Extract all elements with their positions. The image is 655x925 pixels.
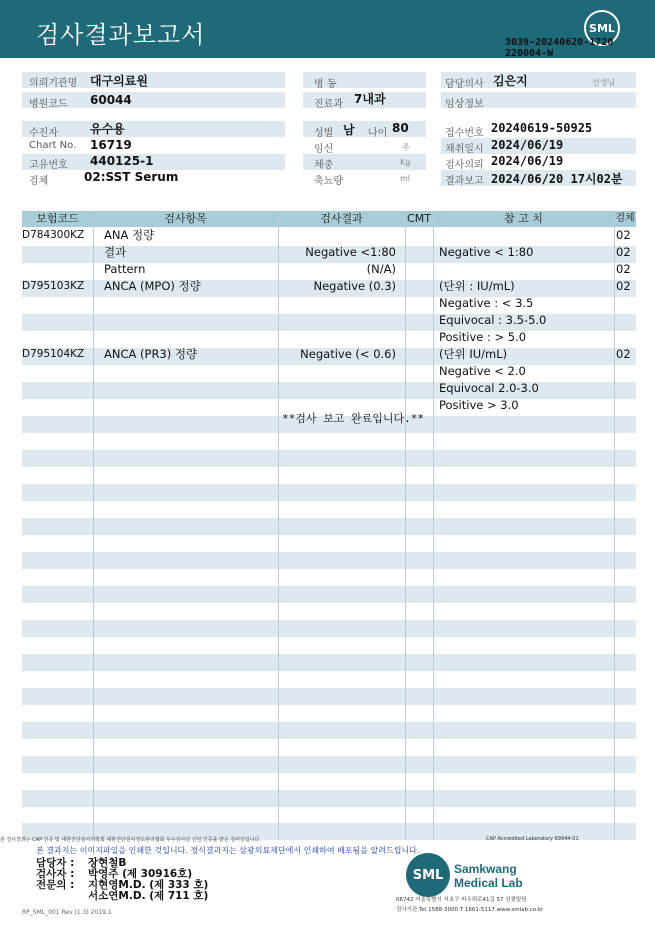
row-reference: Positive > 3.0 bbox=[439, 398, 519, 412]
sml-logo-icon: SML bbox=[584, 10, 620, 46]
row-band bbox=[22, 484, 636, 501]
examiner-label: 검사자 : bbox=[36, 868, 75, 880]
row-item: 결과 bbox=[104, 245, 127, 259]
column-divider bbox=[614, 211, 615, 840]
row-specimen: 02 bbox=[616, 347, 631, 361]
info-bar bbox=[22, 121, 285, 137]
row-result: Negative (0.3) bbox=[313, 279, 396, 293]
receipt-label: 접수번호 bbox=[445, 128, 484, 139]
age-value: 80 bbox=[392, 121, 409, 135]
doctor-value: 김은지 bbox=[493, 74, 528, 88]
brand-line2: Medical Lab bbox=[454, 876, 523, 890]
row-reference: (단위 : IU/mL) bbox=[439, 279, 515, 293]
dept-value: 7내과 bbox=[354, 92, 386, 106]
hospital-code-label: 병원코드 bbox=[29, 99, 68, 110]
row-code: D795103KZ bbox=[22, 280, 85, 292]
sex-value: 남 bbox=[343, 123, 355, 137]
row-reference: Negative : < 3.5 bbox=[439, 296, 534, 310]
row-reference: Equivocal 2.0-3.0 bbox=[439, 381, 539, 395]
request-label: 검사의뢰 bbox=[445, 160, 484, 171]
row-band bbox=[22, 756, 636, 773]
row-band bbox=[22, 450, 636, 467]
column-divider bbox=[433, 211, 434, 840]
urine-label: 축뇨량 bbox=[314, 176, 343, 187]
row-band bbox=[22, 688, 636, 705]
id-value: 440125-1 bbox=[90, 154, 154, 168]
col-header-result: 검사결과 bbox=[320, 212, 363, 225]
row-reference: (단위 IU/mL) bbox=[439, 347, 508, 361]
examiner-value: 박영주 (제 30916호) bbox=[88, 868, 193, 880]
row-specimen: 02 bbox=[616, 262, 631, 276]
row-result: (N/A) bbox=[366, 262, 396, 276]
specialist-2: 서소연M.D. (제 711 호) bbox=[88, 890, 209, 902]
specimen-label: 검체 bbox=[29, 176, 49, 187]
doctor-label: 담당의사 bbox=[445, 79, 484, 90]
row-reference: Negative < 2.0 bbox=[439, 364, 526, 378]
row-reference: Positive : > 5.0 bbox=[439, 330, 527, 344]
sex-label: 성별 bbox=[314, 128, 334, 139]
certification-fineprint: 본 검사결과는 CAP 인증 및 대한진단검사의학회 대한진단검사정도관리협회 우수검사실 신임 인증을 받은 검사실입니다. bbox=[0, 837, 261, 843]
row-reference: Equivocal : 3.5-5.0 bbox=[439, 313, 547, 327]
row-item: ANCA (MPO) 정량 bbox=[104, 279, 201, 293]
report-label: 결과보고 bbox=[445, 176, 484, 187]
patient-value: 유수용 bbox=[90, 122, 125, 136]
row-reference: Negative < 1:80 bbox=[439, 245, 534, 259]
col-header-code: 보험코드 bbox=[36, 212, 79, 225]
row-code: D795104KZ bbox=[22, 348, 85, 360]
report-complete-note: **검사 보고 완료입니다.** bbox=[282, 412, 424, 425]
institution-value: 대구의료원 bbox=[90, 74, 148, 88]
id-label: 고유번호 bbox=[29, 160, 68, 171]
pregnancy-unit: 주 bbox=[402, 143, 410, 152]
age-label: 나이 bbox=[368, 128, 388, 139]
request-value: 2024/06/19 bbox=[491, 154, 564, 168]
col-header-item: 검사항목 bbox=[164, 212, 207, 225]
doctor-suffix: 선생님 bbox=[592, 78, 616, 87]
specimen-value: 02:SST Serum bbox=[84, 170, 179, 184]
report-header bbox=[0, 0, 655, 58]
row-specimen: 02 bbox=[616, 245, 631, 259]
sml-footer-logo-icon: SML bbox=[406, 853, 450, 897]
clinical-label: 임상정보 bbox=[445, 99, 484, 110]
chart-no-value: 16719 bbox=[90, 138, 132, 152]
column-divider bbox=[93, 211, 94, 840]
row-result: Negative (< 0.6) bbox=[300, 347, 396, 361]
specialist-1: 지현영M.D. (제 333 호) bbox=[88, 879, 209, 891]
col-header-reference: 참 고 치 bbox=[504, 212, 543, 225]
receipt-value: 20240619-50925 bbox=[491, 121, 593, 135]
row-band bbox=[22, 552, 636, 569]
brand-line1: Samkwang bbox=[454, 862, 517, 876]
weight-unit: Kg bbox=[400, 158, 411, 167]
col-header-cmt: CMT bbox=[407, 212, 431, 225]
row-band bbox=[22, 654, 636, 671]
hospital-code-value: 60044 bbox=[90, 93, 132, 107]
row-item: ANCA (PR3) 정량 bbox=[104, 347, 198, 361]
specialist-label: 전문의 : bbox=[36, 879, 75, 891]
institution-label: 의뢰기관명 bbox=[29, 78, 78, 89]
patient-label: 수진자 bbox=[29, 128, 58, 139]
row-item: Pattern bbox=[104, 262, 146, 276]
row-band bbox=[22, 620, 636, 637]
row-band bbox=[22, 518, 636, 535]
row-result: Negative <1:80 bbox=[305, 245, 396, 259]
collect-label: 채취일시 bbox=[445, 144, 484, 155]
report-title: 검사결과보고서 bbox=[36, 21, 206, 49]
ward-label: 병 동 bbox=[314, 79, 337, 90]
collect-value: 2024/06/19 bbox=[491, 138, 564, 152]
row-code: D784300KZ bbox=[22, 229, 85, 241]
row-specimen: 02 bbox=[616, 228, 631, 242]
row-specimen: 02 bbox=[616, 279, 631, 293]
dept-label: 진료과 bbox=[314, 99, 343, 110]
print-notice: 본 결과지는 이미지파일을 인쇄한 것입니다. 정식결과지는 삼광의료재단에서 인쇄하여 배포됨을 알려드립니다. bbox=[36, 846, 420, 855]
lab-address: 06742 서울특별시 서초구 바우뫼로41길 57 삼광빌딩 bbox=[396, 897, 527, 903]
staff-label: 담당자 : bbox=[36, 857, 75, 869]
weight-label: 체중 bbox=[314, 160, 334, 171]
report-code-line1: 3039-20240620-1720 bbox=[505, 37, 614, 48]
urine-unit: ml bbox=[400, 174, 411, 183]
cap-fineprint: CAP Accredited Laboratory 69944-01 bbox=[486, 836, 579, 842]
row-band bbox=[22, 790, 636, 807]
pregnancy-label: 임신 bbox=[314, 144, 334, 155]
lab-phone: 검사기관 Tel 1588-3000 T 1661-5117 www.smlab.co.kr bbox=[396, 907, 544, 913]
staff-value: 장현철B bbox=[88, 857, 127, 869]
row-item: ANA 정량 bbox=[104, 228, 155, 242]
form-id: RP_SML_001 Rev (1.3) 2019.1 bbox=[22, 909, 112, 916]
column-divider bbox=[278, 211, 279, 840]
row-band bbox=[22, 586, 636, 603]
row-band bbox=[22, 722, 636, 739]
column-divider bbox=[405, 211, 406, 840]
report-value: 2024/06/20 17시02분 bbox=[491, 172, 623, 186]
chart-no-label: Chart No. bbox=[29, 140, 77, 151]
col-header-specimen: 검체 bbox=[615, 213, 635, 224]
report-code-line2: 220004-W bbox=[505, 48, 554, 59]
